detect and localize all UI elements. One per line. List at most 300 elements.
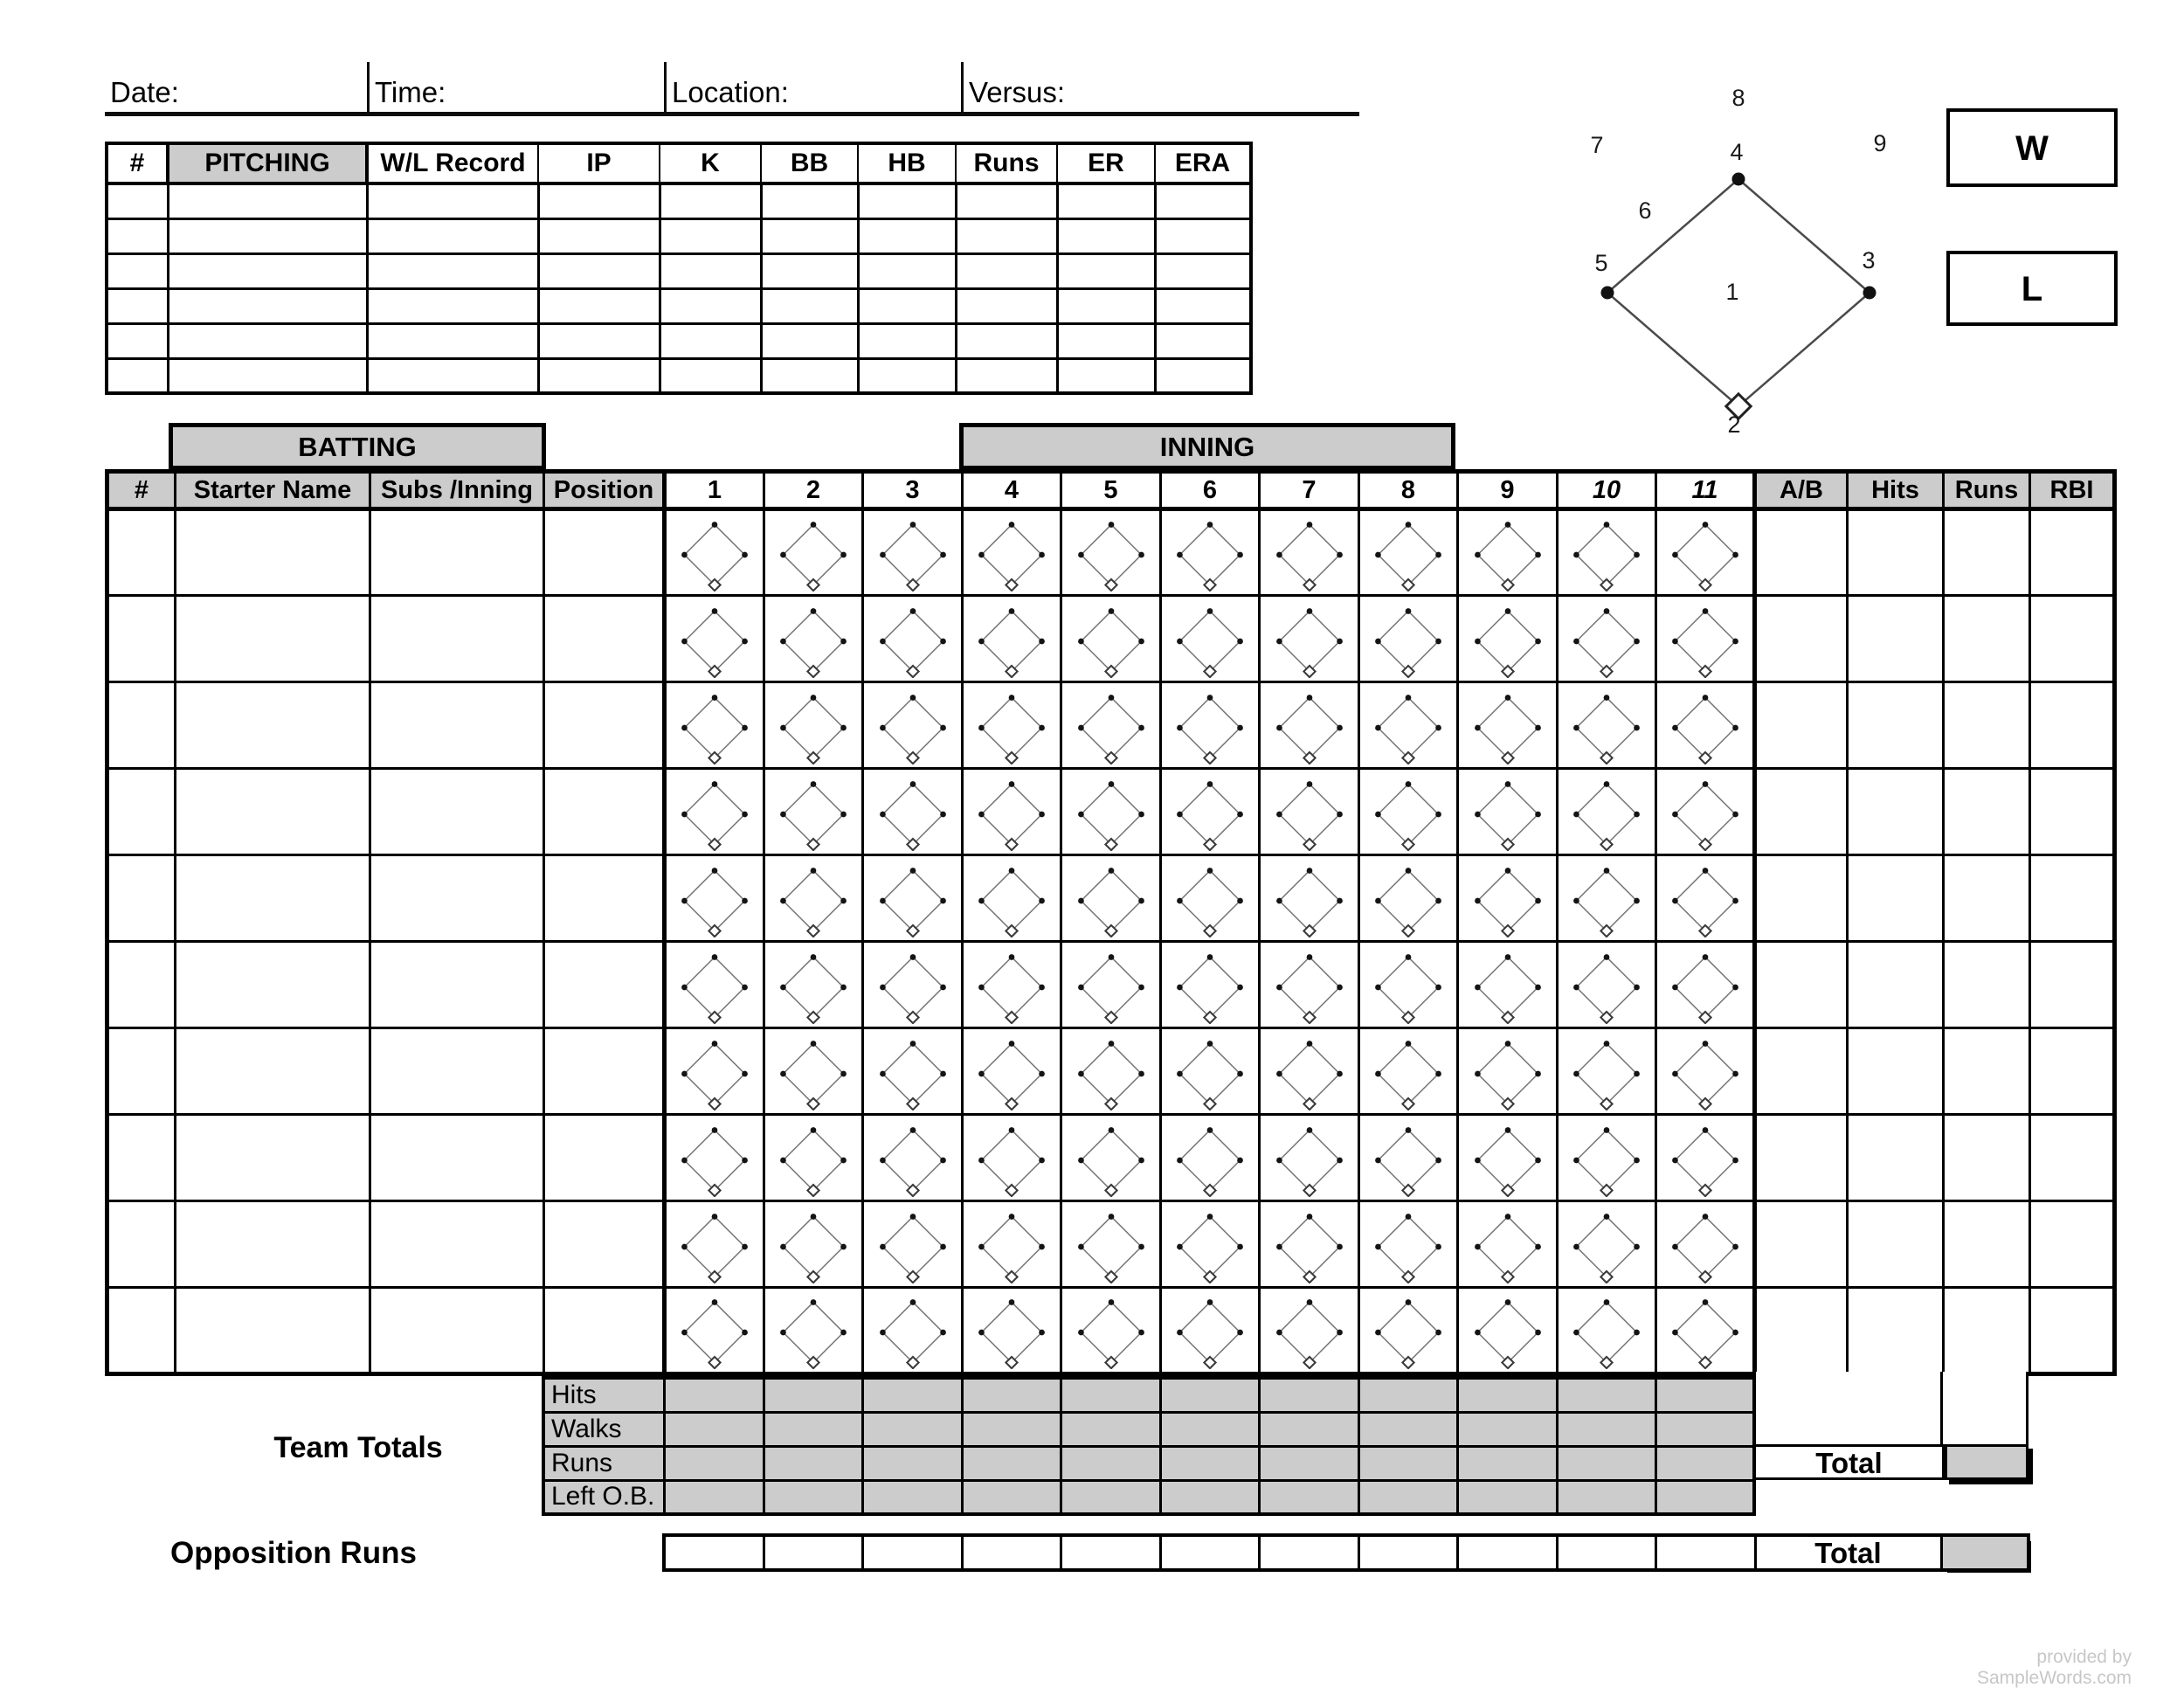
team-total-cell[interactable] xyxy=(1160,1446,1259,1480)
starter-name-cell[interactable] xyxy=(176,596,370,682)
scoring-cell[interactable] xyxy=(1260,942,1359,1028)
scoring-cell[interactable] xyxy=(863,682,963,769)
runs-cell[interactable] xyxy=(1944,942,2030,1028)
pitching-cell[interactable] xyxy=(538,358,660,393)
scoring-cell[interactable] xyxy=(1558,1201,1656,1288)
pitching-cell[interactable] xyxy=(761,253,858,288)
position-cell[interactable] xyxy=(544,682,665,769)
scoring-cell[interactable] xyxy=(1061,1201,1161,1288)
pitching-cell[interactable] xyxy=(1155,323,1251,358)
batter-number-cell[interactable] xyxy=(107,1288,176,1374)
pitching-cell[interactable] xyxy=(168,288,367,323)
position-cell[interactable] xyxy=(544,1201,665,1288)
scoring-cell[interactable] xyxy=(1161,942,1260,1028)
scoring-cell[interactable] xyxy=(1458,1288,1558,1374)
scoring-cell[interactable] xyxy=(1061,855,1161,942)
scoring-cell[interactable] xyxy=(1161,596,1260,682)
team-total-cell[interactable] xyxy=(1457,1412,1557,1446)
starter-name-cell[interactable] xyxy=(176,682,370,769)
team-total-cell[interactable] xyxy=(862,1480,962,1514)
scoring-cell[interactable] xyxy=(665,855,764,942)
scoring-cell[interactable] xyxy=(963,509,1061,596)
scoring-cell[interactable] xyxy=(1260,769,1359,855)
scoring-cell[interactable] xyxy=(1458,596,1558,682)
scoring-cell[interactable] xyxy=(1061,1028,1161,1115)
scoring-cell[interactable] xyxy=(1558,942,1656,1028)
time-field[interactable] xyxy=(367,62,664,112)
team-total-cell[interactable] xyxy=(1061,1378,1160,1412)
runs-cell[interactable] xyxy=(1944,855,2030,942)
runs-cell[interactable] xyxy=(1944,769,2030,855)
pitching-cell[interactable] xyxy=(367,253,538,288)
opposition-cell[interactable] xyxy=(1062,1537,1162,1568)
pitching-cell[interactable] xyxy=(1057,323,1155,358)
runs-cell[interactable] xyxy=(1944,1201,2030,1288)
ab-cell[interactable] xyxy=(1755,1288,1848,1374)
pitching-cell[interactable] xyxy=(858,218,956,253)
scoring-cell[interactable] xyxy=(963,769,1061,855)
scoring-cell[interactable] xyxy=(863,1288,963,1374)
batter-number-cell[interactable] xyxy=(107,509,176,596)
pitching-cell[interactable] xyxy=(956,323,1057,358)
scoring-cell[interactable] xyxy=(665,942,764,1028)
scoring-cell[interactable] xyxy=(1061,1288,1161,1374)
scoring-cell[interactable] xyxy=(1656,855,1755,942)
date-field[interactable] xyxy=(105,62,367,112)
subs-inning-cell[interactable] xyxy=(370,1115,544,1201)
scoring-cell[interactable] xyxy=(1161,509,1260,596)
scoring-cell[interactable] xyxy=(1359,682,1458,769)
pitching-cell[interactable] xyxy=(956,218,1057,253)
scoring-cell[interactable] xyxy=(963,855,1061,942)
pitching-cell[interactable] xyxy=(761,183,858,218)
scoring-cell[interactable] xyxy=(963,942,1061,1028)
scoring-cell[interactable] xyxy=(764,769,863,855)
team-total-cell[interactable] xyxy=(664,1378,764,1412)
team-total-cell[interactable] xyxy=(1358,1480,1457,1514)
scoring-cell[interactable] xyxy=(1458,1028,1558,1115)
pitching-cell[interactable] xyxy=(367,288,538,323)
subs-inning-cell[interactable] xyxy=(370,942,544,1028)
hits-cell[interactable] xyxy=(1848,1115,1944,1201)
scoring-cell[interactable] xyxy=(863,1201,963,1288)
team-total-cell[interactable] xyxy=(862,1412,962,1446)
pitching-cell[interactable] xyxy=(660,183,761,218)
hits-cell[interactable] xyxy=(1848,855,1944,942)
scoring-cell[interactable] xyxy=(1359,596,1458,682)
pitching-cell[interactable] xyxy=(538,288,660,323)
scoring-cell[interactable] xyxy=(1656,509,1755,596)
scoring-cell[interactable] xyxy=(1061,769,1161,855)
pitching-cell[interactable] xyxy=(660,218,761,253)
team-total-cell[interactable] xyxy=(1160,1480,1259,1514)
scoring-cell[interactable] xyxy=(665,1288,764,1374)
rbi-cell[interactable] xyxy=(2030,1288,2115,1374)
team-total-cell[interactable] xyxy=(764,1446,862,1480)
team-total-cell[interactable] xyxy=(1655,1412,1754,1446)
opposition-cell[interactable] xyxy=(1162,1537,1261,1568)
hits-cell[interactable] xyxy=(1848,682,1944,769)
scoring-cell[interactable] xyxy=(1656,682,1755,769)
scoring-cell[interactable] xyxy=(665,1028,764,1115)
pitching-cell[interactable] xyxy=(761,323,858,358)
pitching-cell[interactable] xyxy=(761,358,858,393)
scoring-cell[interactable] xyxy=(1161,1115,1260,1201)
ab-cell[interactable] xyxy=(1755,596,1848,682)
scoring-cell[interactable] xyxy=(665,596,764,682)
team-total-cell[interactable] xyxy=(1259,1412,1358,1446)
batter-number-cell[interactable] xyxy=(107,855,176,942)
scoring-cell[interactable] xyxy=(1061,942,1161,1028)
scoring-cell[interactable] xyxy=(1359,1115,1458,1201)
scoring-cell[interactable] xyxy=(764,1028,863,1115)
scoring-cell[interactable] xyxy=(665,682,764,769)
starter-name-cell[interactable] xyxy=(176,855,370,942)
subs-inning-cell[interactable] xyxy=(370,855,544,942)
ab-cell[interactable] xyxy=(1755,769,1848,855)
ab-cell[interactable] xyxy=(1755,682,1848,769)
starter-name-cell[interactable] xyxy=(176,1028,370,1115)
scoring-cell[interactable] xyxy=(963,682,1061,769)
position-cell[interactable] xyxy=(544,596,665,682)
scoring-cell[interactable] xyxy=(1458,769,1558,855)
team-total-cell[interactable] xyxy=(764,1412,862,1446)
hits-cell[interactable] xyxy=(1848,1028,1944,1115)
pitching-cell[interactable] xyxy=(168,183,367,218)
team-total-cell[interactable] xyxy=(1358,1446,1457,1480)
scoring-cell[interactable] xyxy=(1458,682,1558,769)
scoring-cell[interactable] xyxy=(1359,855,1458,942)
scoring-cell[interactable] xyxy=(764,1115,863,1201)
subs-inning-cell[interactable] xyxy=(370,596,544,682)
ab-cell[interactable] xyxy=(1755,1201,1848,1288)
position-cell[interactable] xyxy=(544,855,665,942)
team-total-cell[interactable] xyxy=(1557,1446,1655,1480)
subs-inning-cell[interactable] xyxy=(370,1201,544,1288)
pitching-cell[interactable] xyxy=(367,358,538,393)
pitching-cell[interactable] xyxy=(1057,358,1155,393)
scoring-cell[interactable] xyxy=(1656,596,1755,682)
team-total-cell[interactable] xyxy=(862,1378,962,1412)
team-total-cell[interactable] xyxy=(1259,1480,1358,1514)
totals-blank-cell[interactable] xyxy=(1756,1372,1943,1444)
scoring-cell[interactable] xyxy=(1656,1288,1755,1374)
team-total-cell[interactable] xyxy=(1160,1412,1259,1446)
scoring-cell[interactable] xyxy=(863,855,963,942)
batter-number-cell[interactable] xyxy=(107,682,176,769)
team-total-cell[interactable] xyxy=(664,1480,764,1514)
rbi-cell[interactable] xyxy=(2030,855,2115,942)
pitching-cell[interactable] xyxy=(858,183,956,218)
subs-inning-cell[interactable] xyxy=(370,769,544,855)
scoring-cell[interactable] xyxy=(1458,855,1558,942)
opposition-cell[interactable] xyxy=(1459,1537,1559,1568)
team-total-cell[interactable] xyxy=(862,1446,962,1480)
team-total-cell[interactable] xyxy=(1160,1378,1259,1412)
win-box[interactable] xyxy=(1946,108,2118,187)
team-total-cell[interactable] xyxy=(764,1480,862,1514)
scoring-cell[interactable] xyxy=(665,509,764,596)
scoring-cell[interactable] xyxy=(963,1288,1061,1374)
scoring-cell[interactable] xyxy=(1359,942,1458,1028)
opposition-cell[interactable] xyxy=(1360,1537,1460,1568)
scoring-cell[interactable] xyxy=(963,1028,1061,1115)
pitching-cell[interactable] xyxy=(956,183,1057,218)
hits-cell[interactable] xyxy=(1848,1288,1944,1374)
pitching-cell[interactable] xyxy=(956,358,1057,393)
pitching-cell[interactable] xyxy=(1057,183,1155,218)
starter-name-cell[interactable] xyxy=(176,942,370,1028)
scoring-cell[interactable] xyxy=(665,769,764,855)
scoring-cell[interactable] xyxy=(1260,1028,1359,1115)
pitching-cell[interactable] xyxy=(858,323,956,358)
pitching-cell[interactable] xyxy=(107,358,168,393)
scoring-cell[interactable] xyxy=(665,1201,764,1288)
scoring-cell[interactable] xyxy=(1061,682,1161,769)
opposition-cell[interactable] xyxy=(765,1537,865,1568)
team-total-cell[interactable] xyxy=(1655,1480,1754,1514)
pitching-cell[interactable] xyxy=(1155,183,1251,218)
pitching-cell[interactable] xyxy=(858,358,956,393)
rbi-cell[interactable] xyxy=(2030,1201,2115,1288)
scoring-cell[interactable] xyxy=(764,1288,863,1374)
pitching-cell[interactable] xyxy=(660,288,761,323)
pitching-cell[interactable] xyxy=(761,288,858,323)
scoring-cell[interactable] xyxy=(1260,596,1359,682)
pitching-cell[interactable] xyxy=(1057,288,1155,323)
scoring-cell[interactable] xyxy=(1458,509,1558,596)
runs-cell[interactable] xyxy=(1944,1115,2030,1201)
rbi-cell[interactable] xyxy=(2030,1028,2115,1115)
scoring-cell[interactable] xyxy=(1061,596,1161,682)
team-total-cell[interactable] xyxy=(1655,1378,1754,1412)
team-total-cell[interactable] xyxy=(1557,1412,1655,1446)
hits-cell[interactable] xyxy=(1848,942,1944,1028)
starter-name-cell[interactable] xyxy=(176,1288,370,1374)
position-cell[interactable] xyxy=(544,509,665,596)
team-total-cell[interactable] xyxy=(764,1378,862,1412)
subs-inning-cell[interactable] xyxy=(370,682,544,769)
pitching-cell[interactable] xyxy=(107,288,168,323)
ab-cell[interactable] xyxy=(1755,509,1848,596)
starter-name-cell[interactable] xyxy=(176,769,370,855)
scoring-cell[interactable] xyxy=(1161,1028,1260,1115)
pitching-cell[interactable] xyxy=(1155,288,1251,323)
scoring-cell[interactable] xyxy=(1558,1288,1656,1374)
opposition-cell[interactable] xyxy=(1657,1537,1757,1568)
location-field[interactable] xyxy=(664,62,961,112)
team-total-cell[interactable] xyxy=(1061,1480,1160,1514)
pitching-cell[interactable] xyxy=(367,218,538,253)
pitching-cell[interactable] xyxy=(660,253,761,288)
team-total-cell[interactable] xyxy=(664,1446,764,1480)
scoring-cell[interactable] xyxy=(1260,1115,1359,1201)
team-total-cell[interactable] xyxy=(1259,1378,1358,1412)
pitching-cell[interactable] xyxy=(107,323,168,358)
scoring-cell[interactable] xyxy=(1161,855,1260,942)
pitching-cell[interactable] xyxy=(956,288,1057,323)
scoring-cell[interactable] xyxy=(1458,942,1558,1028)
scoring-cell[interactable] xyxy=(863,509,963,596)
scoring-cell[interactable] xyxy=(863,942,963,1028)
pitching-cell[interactable] xyxy=(538,323,660,358)
team-total-cell[interactable] xyxy=(962,1412,1061,1446)
scoring-cell[interactable] xyxy=(1260,855,1359,942)
scoring-cell[interactable] xyxy=(1359,769,1458,855)
scoring-cell[interactable] xyxy=(863,1115,963,1201)
position-cell[interactable] xyxy=(544,1288,665,1374)
runs-cell[interactable] xyxy=(1944,509,2030,596)
scoring-cell[interactable] xyxy=(1061,509,1161,596)
runs-cell[interactable] xyxy=(1944,596,2030,682)
scoring-cell[interactable] xyxy=(1656,1201,1755,1288)
scoring-cell[interactable] xyxy=(1161,682,1260,769)
scoring-cell[interactable] xyxy=(1359,509,1458,596)
pitching-cell[interactable] xyxy=(858,288,956,323)
scoring-cell[interactable] xyxy=(963,1201,1061,1288)
scoring-cell[interactable] xyxy=(764,942,863,1028)
scoring-cell[interactable] xyxy=(764,1201,863,1288)
team-total-cell[interactable] xyxy=(1358,1378,1457,1412)
rbi-cell[interactable] xyxy=(2030,1115,2115,1201)
hits-cell[interactable] xyxy=(1848,596,1944,682)
team-total-cell[interactable] xyxy=(664,1412,764,1446)
scoring-cell[interactable] xyxy=(1656,942,1755,1028)
pitching-cell[interactable] xyxy=(1057,253,1155,288)
loss-box[interactable] xyxy=(1946,251,2118,326)
rbi-cell[interactable] xyxy=(2030,942,2115,1028)
rbi-cell[interactable] xyxy=(2030,769,2115,855)
scoring-cell[interactable] xyxy=(1558,509,1656,596)
batter-number-cell[interactable] xyxy=(107,1115,176,1201)
pitching-cell[interactable] xyxy=(538,183,660,218)
team-total-cell[interactable] xyxy=(1655,1446,1754,1480)
pitching-cell[interactable] xyxy=(367,323,538,358)
pitching-cell[interactable] xyxy=(107,183,168,218)
pitching-cell[interactable] xyxy=(367,183,538,218)
runs-cell[interactable] xyxy=(1944,1028,2030,1115)
pitching-cell[interactable] xyxy=(168,358,367,393)
rbi-cell[interactable] xyxy=(2030,509,2115,596)
pitching-cell[interactable] xyxy=(107,253,168,288)
hits-cell[interactable] xyxy=(1848,769,1944,855)
scoring-cell[interactable] xyxy=(863,596,963,682)
scoring-cell[interactable] xyxy=(1161,769,1260,855)
pitching-cell[interactable] xyxy=(107,218,168,253)
pitching-cell[interactable] xyxy=(538,253,660,288)
pitching-cell[interactable] xyxy=(1155,218,1251,253)
opposition-cell[interactable] xyxy=(964,1537,1063,1568)
batter-number-cell[interactable] xyxy=(107,596,176,682)
opposition-cell[interactable] xyxy=(1559,1537,1658,1568)
scoring-cell[interactable] xyxy=(764,596,863,682)
pitching-cell[interactable] xyxy=(858,253,956,288)
scoring-cell[interactable] xyxy=(1558,596,1656,682)
hits-cell[interactable] xyxy=(1848,1201,1944,1288)
pitching-cell[interactable] xyxy=(660,358,761,393)
scoring-cell[interactable] xyxy=(1558,1028,1656,1115)
subs-inning-cell[interactable] xyxy=(370,509,544,596)
scoring-cell[interactable] xyxy=(1260,509,1359,596)
position-cell[interactable] xyxy=(544,1115,665,1201)
scoring-cell[interactable] xyxy=(764,682,863,769)
subs-inning-cell[interactable] xyxy=(370,1288,544,1374)
pitching-cell[interactable] xyxy=(168,218,367,253)
runs-cell[interactable] xyxy=(1944,682,2030,769)
scoring-cell[interactable] xyxy=(1161,1288,1260,1374)
pitching-cell[interactable] xyxy=(1155,253,1251,288)
team-total-cell[interactable] xyxy=(1557,1378,1655,1412)
scoring-cell[interactable] xyxy=(1359,1028,1458,1115)
team-total-cell[interactable] xyxy=(1061,1412,1160,1446)
team-total-cell[interactable] xyxy=(1358,1412,1457,1446)
subs-inning-cell[interactable] xyxy=(370,1028,544,1115)
position-cell[interactable] xyxy=(544,769,665,855)
scoring-cell[interactable] xyxy=(1359,1201,1458,1288)
scoring-cell[interactable] xyxy=(1656,769,1755,855)
team-total-cell[interactable] xyxy=(1457,1480,1557,1514)
scoring-cell[interactable] xyxy=(1061,1115,1161,1201)
team-total-cell[interactable] xyxy=(962,1480,1061,1514)
team-total-cell[interactable] xyxy=(962,1446,1061,1480)
ab-cell[interactable] xyxy=(1755,855,1848,942)
hits-cell[interactable] xyxy=(1848,509,1944,596)
runs-cell[interactable] xyxy=(1944,1288,2030,1374)
rbi-cell[interactable] xyxy=(2030,682,2115,769)
team-total-box[interactable] xyxy=(1945,1444,2028,1480)
rbi-cell[interactable] xyxy=(2030,596,2115,682)
scoring-cell[interactable] xyxy=(1656,1115,1755,1201)
team-total-cell[interactable] xyxy=(1557,1480,1655,1514)
scoring-cell[interactable] xyxy=(1161,1201,1260,1288)
starter-name-cell[interactable] xyxy=(176,1201,370,1288)
scoring-cell[interactable] xyxy=(863,1028,963,1115)
scoring-cell[interactable] xyxy=(1558,855,1656,942)
scoring-cell[interactable] xyxy=(1458,1115,1558,1201)
scoring-cell[interactable] xyxy=(1558,769,1656,855)
starter-name-cell[interactable] xyxy=(176,1115,370,1201)
ab-cell[interactable] xyxy=(1755,942,1848,1028)
pitching-cell[interactable] xyxy=(168,323,367,358)
scoring-cell[interactable] xyxy=(1260,1201,1359,1288)
batter-number-cell[interactable] xyxy=(107,769,176,855)
team-total-cell[interactable] xyxy=(1061,1446,1160,1480)
scoring-cell[interactable] xyxy=(764,855,863,942)
scoring-cell[interactable] xyxy=(1458,1201,1558,1288)
batter-number-cell[interactable] xyxy=(107,1028,176,1115)
totals-blank-cell[interactable] xyxy=(1943,1372,2028,1444)
pitching-cell[interactable] xyxy=(168,253,367,288)
batter-number-cell[interactable] xyxy=(107,1201,176,1288)
pitching-cell[interactable] xyxy=(660,323,761,358)
pitching-cell[interactable] xyxy=(1155,358,1251,393)
pitching-cell[interactable] xyxy=(761,218,858,253)
scoring-cell[interactable] xyxy=(1260,682,1359,769)
scoring-cell[interactable] xyxy=(665,1115,764,1201)
team-total-cell[interactable] xyxy=(1457,1378,1557,1412)
scoring-cell[interactable] xyxy=(963,596,1061,682)
scoring-cell[interactable] xyxy=(1260,1288,1359,1374)
scoring-cell[interactable] xyxy=(1656,1028,1755,1115)
team-total-cell[interactable] xyxy=(1457,1446,1557,1480)
pitching-cell[interactable] xyxy=(1057,218,1155,253)
pitching-cell[interactable] xyxy=(538,218,660,253)
scoring-cell[interactable] xyxy=(764,509,863,596)
starter-name-cell[interactable] xyxy=(176,509,370,596)
opposition-cell[interactable] xyxy=(666,1537,765,1568)
ab-cell[interactable] xyxy=(1755,1115,1848,1201)
opposition-cell[interactable] xyxy=(864,1537,964,1568)
